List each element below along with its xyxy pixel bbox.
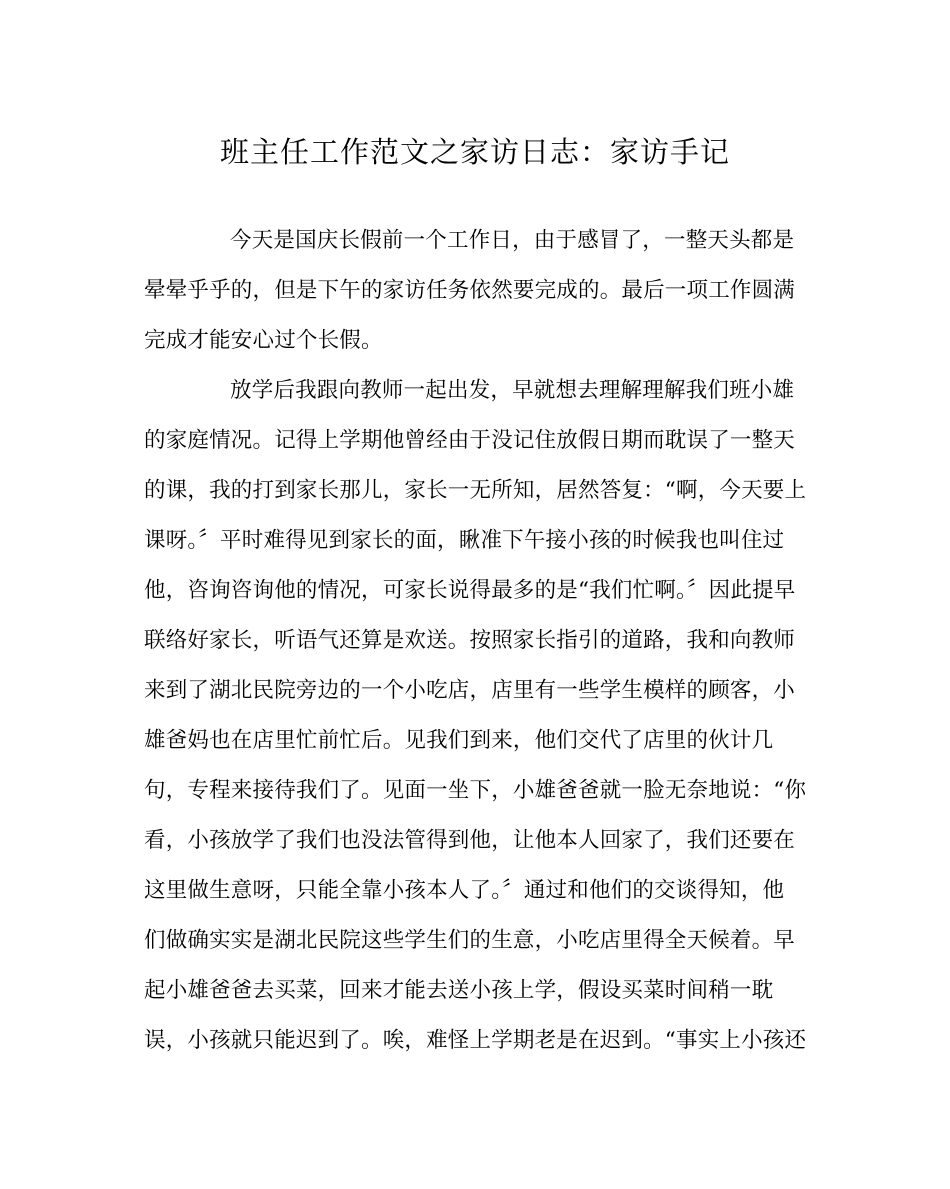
text-line: 雄爸妈也在店里忙前忙后。见我们到来，他们交代了店里的伙计几 — [144, 728, 774, 753]
text-line: 今天是国庆长假前一个工作日，由于感冒了，一整天头都是 — [230, 228, 795, 253]
page-title: 班主任工作范文之家访日志：家访手记 — [219, 135, 730, 169]
text-line: 起小雄爸爸去买菜，回来才能去送小孩上学，假设买菜时间稍一耽 — [144, 978, 774, 1003]
text-line: 课呀。〞平时难得见到家长的面，瞅准下午接小孩的时候我也叫住过 — [144, 528, 785, 553]
text-line: 的课，我的打到家长那儿，家长一无所知，居然答复：“啊，今天要上 — [144, 478, 807, 503]
text-line: 晕晕乎乎的，但是下午的家访任务依然要完成的。最后一项工作圆满 — [144, 278, 796, 303]
text-line: 他，咨询咨询他的情况，可家长说得最多的是“我们忙啊。〞因此提早 — [144, 578, 796, 603]
text-line: 看，小孩放学了我们也没法管得到他，让他本人回家了，我们还要在 — [144, 828, 796, 853]
text-line: 完成才能安心过个长假。 — [144, 328, 383, 353]
text-line: 们做确实实是湖北民院这些学生们的生意，小吃店里得全天候着。早 — [144, 928, 796, 953]
text-line: 这里做生意呀，只能全靠小孩本人了。〞通过和他们的交谈得知，他 — [144, 878, 785, 903]
text-line: 的家庭情况。记得上学期他曾经由于没记住放假日期而耽误了一整天 — [144, 428, 796, 453]
text-line: 句，专程来接待我们了。见面一坐下，小雄爸爸就一脸无奈地说：“你 — [144, 778, 807, 803]
text-line: 放学后我跟向教师一起出发，早就想去理解理解我们班小雄 — [230, 378, 795, 403]
paragraph — [144, 216, 824, 366]
text-line: 联络好家长，听语气还算是欢送。按照家长指引的道路，我和向教师 — [144, 628, 796, 653]
text-line: 误，小孩就只能迟到了。唉，难怪上学期老是在迟到。“事实上小孩还 — [144, 1028, 807, 1053]
document-body — [144, 216, 824, 1066]
paragraph — [144, 366, 824, 1066]
text-line: 来到了湖北民院旁边的一个小吃店，店里有一些学生模样的顾客，小 — [144, 678, 796, 703]
